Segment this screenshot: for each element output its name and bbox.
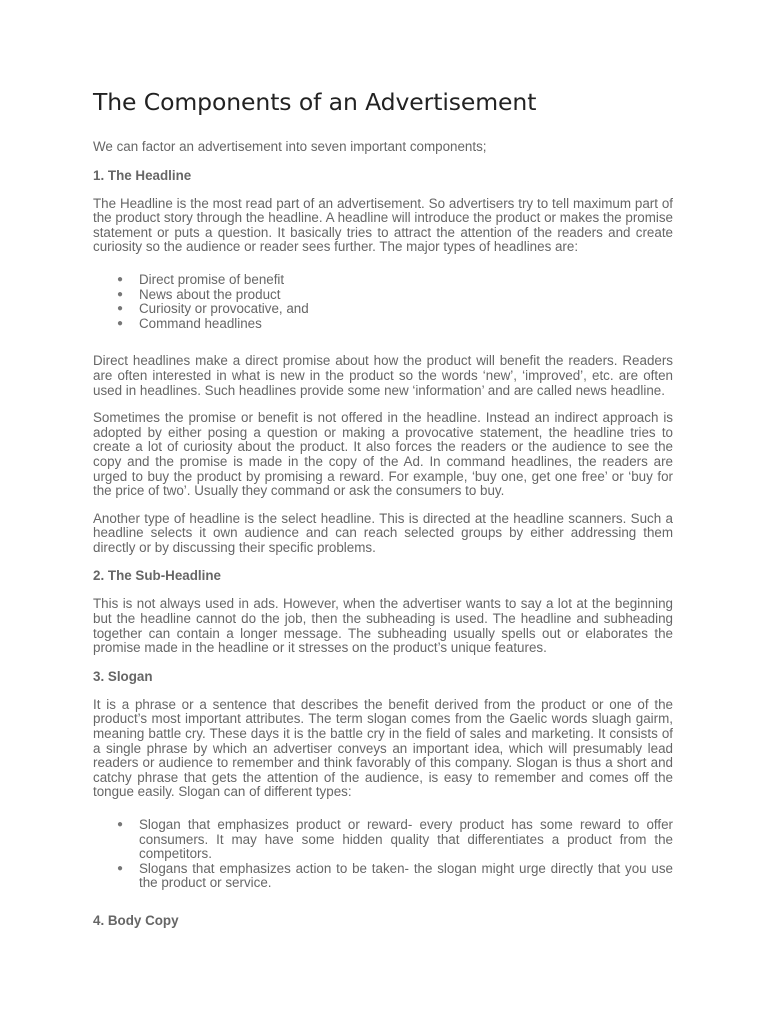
- list-item: ● Direct promise of benefit: [117, 271, 285, 287]
- section-heading-bodycopy: 4. Body Copy: [93, 912, 179, 928]
- document-page: [93, 86, 673, 942]
- paragraph: It is a phrase or a sentence that describes the benefit derived from the product or one of the product’s most important attributes. The term slogan comes from the Gaelic words sluagh gairm, meaning battle cry. These days it is the battle cry in the field of sales and marketing. It consists of a single phrase by which an advertiser conveys an important idea, which will presumably lead readers or audience to remember and think favorably of this company. Slogan is thus a short and catchy phrase that gets the attention of the audience, is easy to remember and comes off the tongue easily. Slogan can of different types:: [93, 696, 673, 800]
- paragraph: The Headline is the most read part of an advertisement. So advertisers try to tell maximum part of the product story through the headline. A headline will introduce the product or makes the promise statement or puts a question. It basically tries to attract the attention of the readers and create curiosity so the audience or reader sees further. The major types of headlines are:: [93, 195, 673, 255]
- paragraph: Direct headlines make a direct promise about how the product will benefit the readers. Readers are often interested in what is new in the product so the words ‘new’, ‘improved’, etc. are often used in headlines. Such headlines provide some new ‘information’ and are called news headline.: [93, 353, 673, 398]
- paragraph: This is not always used in ads. However, when the advertiser wants to say a lot at the beginning but the headline cannot do the job, then the subheading is used. The headline and subheading together can contain a longer message. The subheading usually spells out or elaborates the promise made in the headline or it stresses on the product’s unique features.: [93, 596, 673, 656]
- list-item: ● Command headlines: [117, 315, 262, 331]
- bullet-icon: ●: [117, 819, 124, 830]
- section-heading-headline: 1. The Headline: [93, 167, 192, 183]
- list-item: ● Slogan that emphasizes product or reward- every product has some reward to offer consumers. It may have some hidden quality that differentiates a product from the competitors.: [117, 817, 673, 862]
- list-item: ● News about the product: [117, 286, 281, 302]
- page-title: The Components of an Advertisement: [93, 88, 537, 116]
- paragraph: Sometimes the promise or benefit is not offered in the headline. Instead an indirect approach is adopted by either posing a question or making a provocative statement, the headline tries to create a lot of curiosity about the product. It also forces the readers or the audience to see the copy and the promise is made in the copy of the Ad. In command headlines, the readers are urged to buy the product by promising a reward. For example, ‘buy one, get one free’ or ‘buy for the price of two’. Usually they command or ask the consumers to buy.: [93, 410, 673, 499]
- list-item: ● Curiosity or provocative, and: [117, 301, 309, 317]
- bullet-icon: ●: [117, 273, 124, 285]
- bullet-icon: ●: [117, 862, 124, 874]
- list-item: ● Slogans that emphasizes action to be taken- the slogan might urge directly that you use the product or service.: [117, 860, 673, 891]
- section-heading-slogan: 3. Slogan: [93, 668, 153, 684]
- intro-paragraph: We can factor an advertisement into seven important components;: [93, 139, 487, 154]
- bullet-icon: ●: [117, 303, 124, 315]
- bullet-list-slogan-types: [93, 818, 673, 891]
- section-heading-subheadline: 2. The Sub-Headline: [93, 568, 221, 584]
- bullet-list-headline-types: [93, 273, 673, 331]
- bullet-icon: ●: [117, 288, 124, 300]
- paragraph: Another type of headline is the select headline. This is directed at the headline scanners. Such a headline selects it own audience and can reach selected groups by either addressing them directly or by discussing their specific problems.: [93, 510, 673, 555]
- bullet-icon: ●: [117, 317, 124, 329]
